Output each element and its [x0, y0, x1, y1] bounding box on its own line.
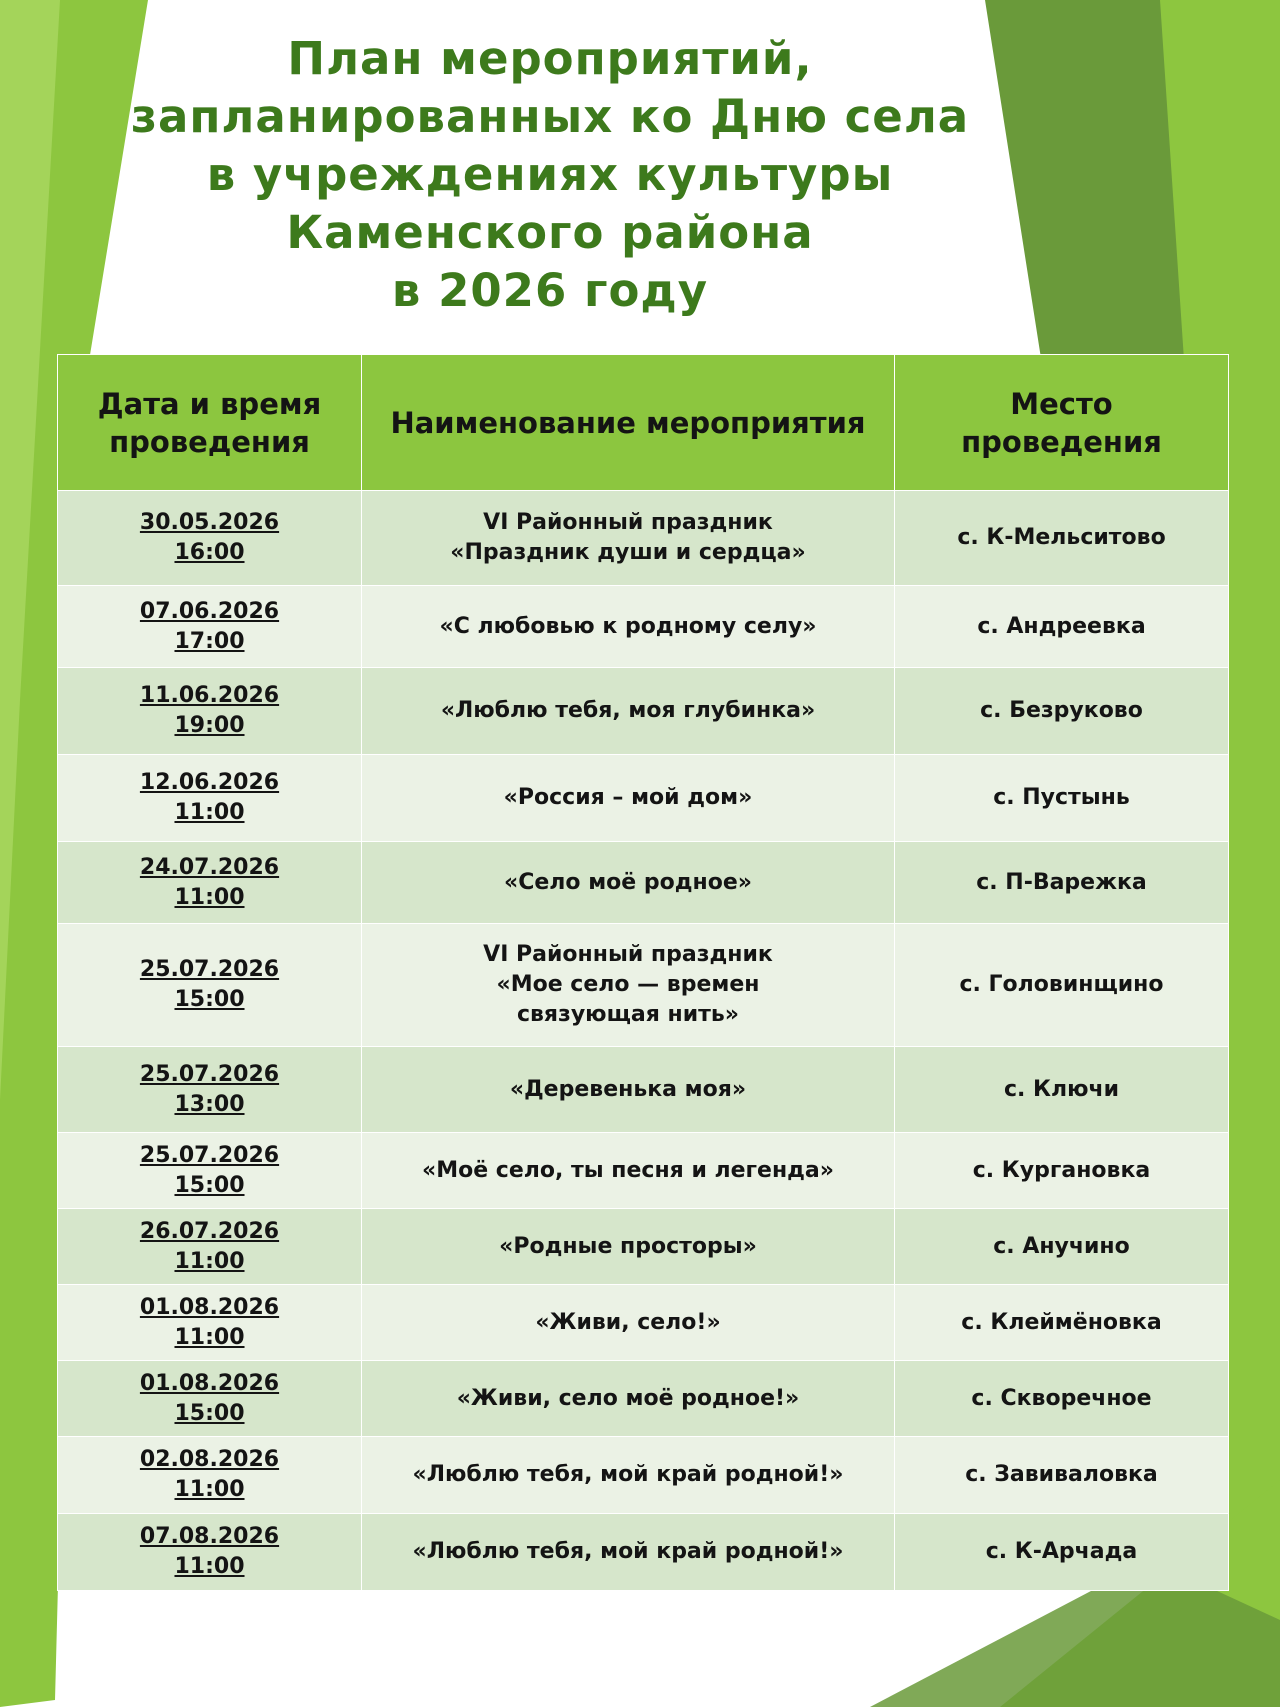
event-place: с. Кургановка: [972, 1157, 1151, 1183]
event-date: 25.07.2026: [139, 957, 280, 982]
table-row: [58, 491, 1229, 586]
event-date: 11.06.2026: [139, 683, 280, 708]
cell-place: [895, 586, 1229, 668]
cell-event-name: [362, 1361, 895, 1437]
table-row: [58, 1133, 1229, 1209]
table-row: [58, 755, 1229, 842]
event-time: 11:00: [174, 1248, 245, 1274]
event-date: 01.08.2026: [139, 1370, 280, 1396]
cell-date-time: [58, 755, 362, 842]
cell-date-time: [58, 668, 362, 755]
cell-date-time: [58, 1361, 362, 1437]
event-place: с. П-Варежка: [976, 869, 1147, 895]
event-name-line: «Мое село — времен: [496, 972, 760, 997]
cell-date-time: [58, 1209, 362, 1285]
event-place: с. Андреевка: [977, 613, 1146, 639]
page-title: [90, 30, 1010, 320]
event-time: 19:00: [174, 713, 245, 738]
cell-place: [895, 1209, 1229, 1285]
event-date: 25.07.2026: [139, 1142, 280, 1168]
event-time: 15:00: [174, 987, 245, 1012]
cell-place: [895, 1437, 1229, 1514]
cell-event-name: [362, 1133, 895, 1209]
event-place: с. Пустынь: [993, 785, 1130, 810]
table-row: [58, 1361, 1229, 1437]
event-time: 16:00: [174, 540, 245, 565]
table-header-row: [58, 355, 1229, 491]
event-time: 15:00: [174, 1400, 245, 1426]
cell-event-name: [362, 1437, 895, 1514]
cell-place: [895, 491, 1229, 586]
event-date: 26.07.2026: [139, 1218, 280, 1244]
event-time: 15:00: [174, 1172, 245, 1198]
cell-place: [895, 1133, 1229, 1209]
event-date: 07.08.2026: [139, 1524, 280, 1549]
event-place: с. К-Мельситово: [957, 525, 1166, 550]
event-place: с. Завиваловка: [965, 1462, 1158, 1487]
event-date: 24.07.2026: [139, 854, 280, 880]
event-name-line: «Живи, село моё родное!»: [456, 1385, 800, 1411]
event-name-line: «Люблю тебя, мой край родной!»: [412, 1539, 844, 1564]
event-name-line: «Моё село, ты песня и легенда»: [421, 1157, 834, 1183]
event-date: 01.08.2026: [139, 1294, 280, 1320]
cell-event-name: [362, 491, 895, 586]
event-place: с. К-Арчада: [985, 1539, 1138, 1564]
event-time: 11:00: [174, 1477, 245, 1502]
event-time: 11:00: [174, 884, 245, 910]
event-name-line: связующая нить»: [516, 1002, 740, 1027]
event-name-line: «Живи, село!»: [535, 1309, 721, 1335]
title-line: Каменского района: [286, 206, 814, 259]
table-row: [58, 668, 1229, 755]
cell-place: [895, 755, 1229, 842]
event-date: 07.06.2026: [139, 598, 280, 624]
event-time: 17:00: [174, 628, 245, 654]
event-place: с. Клеймёновка: [961, 1309, 1162, 1335]
event-date: 02.08.2026: [139, 1447, 280, 1472]
header-date: Дата и время проведения: [58, 355, 362, 491]
cell-event-name: [362, 924, 895, 1047]
event-name-line: «Родные просторы»: [499, 1233, 757, 1259]
cell-event-name: [362, 1209, 895, 1285]
event-name-line: «Россия – мой дом»: [503, 785, 753, 810]
event-place: с. Скворечное: [971, 1385, 1152, 1411]
event-place: с. Безруково: [980, 698, 1143, 723]
event-name-line: «Люблю тебя, мой край родной!»: [412, 1462, 844, 1487]
cell-place: [895, 668, 1229, 755]
event-name-line: «Деревенька моя»: [509, 1076, 747, 1102]
event-date: 25.07.2026: [139, 1061, 280, 1087]
event-date: 12.06.2026: [139, 770, 280, 795]
event-time: 13:00: [174, 1091, 245, 1117]
title-line: запланированных ко Дню села: [130, 90, 970, 143]
cell-event-name: [362, 1514, 895, 1591]
cell-event-name: [362, 842, 895, 924]
table-row: [58, 1047, 1229, 1133]
title-line: в 2026 году: [391, 264, 709, 317]
cell-place: [895, 924, 1229, 1047]
cell-date-time: [58, 491, 362, 586]
events-table: [57, 354, 1229, 1591]
table-row: [58, 1437, 1229, 1514]
cell-place: [895, 1514, 1229, 1591]
event-time: 11:00: [174, 800, 245, 825]
title-line: в учреждениях культуры: [206, 148, 894, 201]
event-name-line: VI Районный праздник: [483, 942, 773, 967]
cell-place: [895, 1361, 1229, 1437]
cell-event-name: [362, 1285, 895, 1361]
cell-event-name: [362, 668, 895, 755]
cell-date-time: [58, 924, 362, 1047]
cell-date-time: [58, 1047, 362, 1133]
event-time: 11:00: [174, 1554, 245, 1579]
cell-place: [895, 842, 1229, 924]
event-name-line: «Село моё родное»: [504, 869, 752, 895]
table-row: [58, 842, 1229, 924]
cell-place: [895, 1285, 1229, 1361]
table-row: [58, 1285, 1229, 1361]
cell-date-time: [58, 1285, 362, 1361]
event-place: с. Анучино: [993, 1233, 1130, 1259]
cell-event-name: [362, 755, 895, 842]
event-name-line: VI Районный праздник: [483, 510, 773, 535]
cell-place: [895, 1047, 1229, 1133]
table-row: [58, 1514, 1229, 1591]
event-place: с. Головинщино: [959, 972, 1164, 997]
event-time: 11:00: [174, 1324, 245, 1350]
table-body: [58, 491, 1229, 1591]
event-date: 30.05.2026: [139, 510, 280, 535]
header-place: Место проведения: [895, 355, 1229, 491]
table-row: [58, 924, 1229, 1047]
event-place: с. Ключи: [1003, 1076, 1120, 1102]
cell-date-time: [58, 1514, 362, 1591]
cell-date-time: [58, 842, 362, 924]
event-name-line: «Люблю тебя, моя глубинка»: [440, 698, 816, 723]
cell-event-name: [362, 586, 895, 668]
cell-date-time: [58, 586, 362, 668]
cell-event-name: [362, 1047, 895, 1133]
cell-date-time: [58, 1133, 362, 1209]
header-name: Наименование мероприятия: [362, 355, 895, 491]
event-name-line: «С любовью к родному селу»: [439, 613, 817, 639]
title-line: План мероприятий,: [287, 32, 813, 85]
table-row: [58, 1209, 1229, 1285]
table-row: [58, 586, 1229, 668]
event-name-line: «Праздник души и сердца»: [450, 540, 806, 565]
cell-date-time: [58, 1437, 362, 1514]
